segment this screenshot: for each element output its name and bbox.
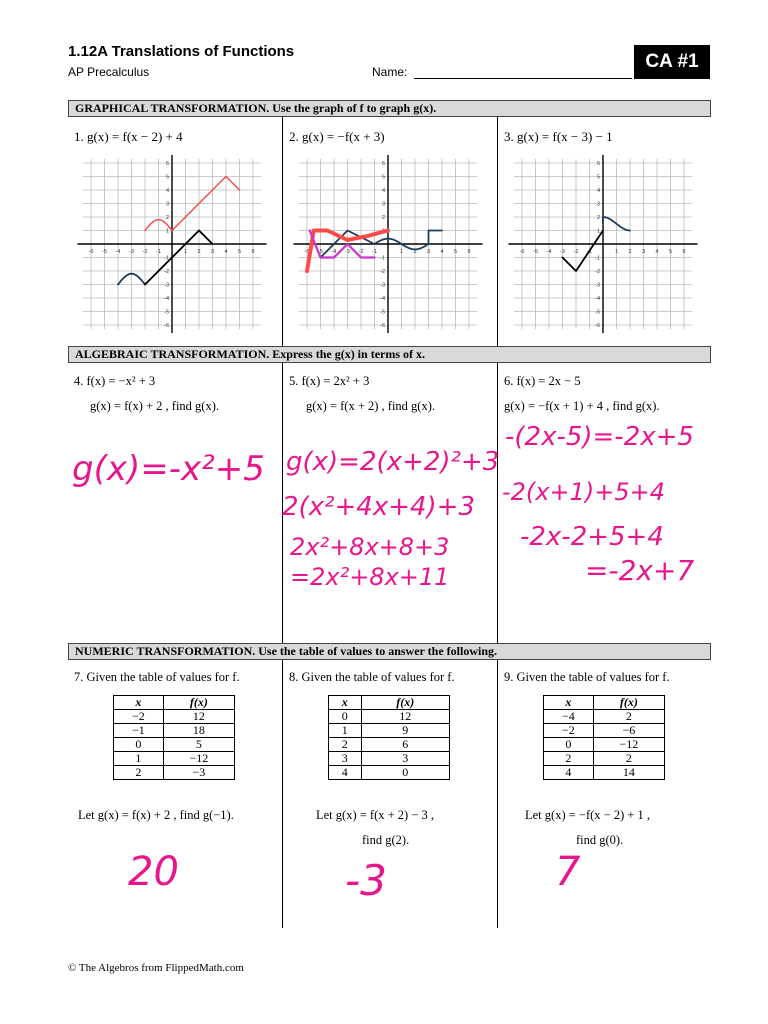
x-tick-label: -6 [304,249,310,255]
y-tick-label: -4 [595,296,600,302]
graph-1[interactable] [72,152,272,342]
y-tick-label: 5 [596,174,600,181]
y-tick-label: -5 [164,309,169,316]
table-row: 0 −12 [544,738,665,752]
x-tick-label: -4 [331,249,337,255]
y-tick-label: -2 [380,269,385,275]
y-tick-label: 6 [165,161,169,167]
graph-2[interactable] [288,152,488,342]
answer-5-line-3: 2x²+8x+8+3 [290,533,450,561]
answer-5-line-1: g(x)=2(x+2)²+3 [286,447,500,477]
y-tick-label: 5 [381,174,385,181]
y-tick-label: -6 [595,323,600,329]
problem-6-function: 6. f(x) = 2x − 5 [504,374,581,388]
y-tick-label: 1 [165,228,169,235]
y-tick-label: 2 [596,215,600,221]
x-tick-label: 1 [614,249,619,255]
y-tick-label: -2 [595,269,600,275]
x-tick-label: 6 [467,249,471,255]
y-tick-label: -2 [164,269,169,275]
answer-5-line-2: 2(x²+4x+4)+3 [282,492,476,522]
divider [497,117,498,346]
y-tick-label: 6 [381,161,385,167]
x-tick-label: 3 [210,249,215,255]
answer-9-handwriting: 7 [555,849,581,895]
problem-9-prompt: 9. Given the table of values for f. [504,670,670,684]
x-tick-label: 3 [641,249,646,255]
table-row: −1 18 [114,724,235,738]
x-tick-label: -5 [533,249,538,255]
x-tick-label: -6 [519,249,525,255]
table-7 [113,695,235,780]
y-tick-label: 1 [596,228,600,235]
x-tick-label: -3 [560,249,565,255]
x-tick-label: -1 [156,249,161,255]
divider [497,363,498,643]
x-tick-label: -5 [318,249,323,255]
course-name: AP Precalculus [68,65,150,79]
x-tick-label: -2 [142,249,148,255]
table-row: 3 3 [329,752,450,766]
y-tick-label: 2 [165,215,169,221]
problem-5-task: g(x) = f(x + 2) , find g(x). [306,399,435,413]
answer-6-line-1: -(2x-5)=-2x+5 [505,422,694,452]
x-tick-label: 4 [655,249,659,255]
answer-8-handwriting: -3 [345,856,387,905]
y-tick-label: -3 [164,282,169,289]
y-tick-label: 3 [381,201,385,208]
y-tick-label: -3 [380,282,385,289]
table-row: −2 12 [114,710,235,724]
y-tick-label: -5 [595,309,600,316]
y-tick-label: -5 [380,309,385,316]
table-row: 0 12 [329,710,450,724]
y-tick-label: 1 [381,228,385,235]
name-label: Name: [372,65,408,79]
answer-6-line-3: -2x-2+5+4 [520,522,664,552]
table-header: f(x) [593,696,664,710]
x-tick-label: -4 [546,249,552,255]
x-tick-label: 1 [183,249,188,255]
x-tick-label: 5 [453,249,458,255]
problem-5-function: 5. f(x) = 2x² + 3 [289,374,370,388]
x-tick-label: 5 [237,249,242,255]
problem-4-function: 4. f(x) = −x² + 3 [74,374,156,388]
problem-8-prompt: 8. Given the table of values for f. [289,670,455,684]
y-tick-label: 4 [596,188,600,194]
answer-6-line-2: -2(x+1)+5+4 [502,478,665,506]
table-header: f(x) [361,696,449,710]
x-tick-label: -2 [573,249,579,255]
answer-4-handwriting: g(x)=-x²+5 [72,449,265,489]
y-tick-label: -6 [380,323,385,329]
answer-7-handwriting: 20 [128,849,179,895]
y-tick-label: -4 [380,296,385,302]
x-tick-label: -3 [345,249,350,255]
problem-3-label: 3. g(x) = f(x − 3) − 1 [504,129,613,144]
problem-8-question-find: find g(2). [362,833,410,847]
divider [282,363,283,643]
x-tick-label: 6 [251,249,255,255]
y-tick-label: -1 [380,255,385,262]
y-tick-label: -3 [595,282,600,289]
x-tick-label: -3 [129,249,134,255]
table-row: 4 14 [544,766,665,780]
divider [282,660,283,928]
y-tick-label: -1 [164,255,169,262]
x-tick-label: 1 [399,249,404,255]
y-tick-label: 3 [596,201,600,208]
x-tick-label: -6 [88,249,94,255]
x-tick-label: -2 [358,249,364,255]
divider [497,660,498,928]
x-tick-label: 4 [224,249,228,255]
table-row: 2 2 [544,752,665,766]
x-tick-label: -1 [587,249,592,255]
y-tick-label: 5 [165,174,169,181]
problem-9-question: Let g(x) = −f(x − 2) + 1 , [525,808,651,822]
table-row: 1 9 [329,724,450,738]
x-tick-label: 2 [413,249,417,255]
table-row: 2 −3 [114,766,235,780]
y-tick-label: -4 [164,296,169,302]
problem-2-label: 2. g(x) = −f(x + 3) [289,129,385,144]
y-tick-label: 6 [596,161,600,167]
x-tick-label: -4 [115,249,121,255]
table-8 [328,695,450,780]
table-row: 4 0 [329,766,450,780]
footer-credit: © The Algebros from FlippedMath.com [68,962,244,974]
y-tick-label: 3 [165,201,169,208]
worksheet-title: 1.12A Translations of Functions [68,43,295,60]
y-tick-label: -6 [164,323,169,329]
problem-9-question-find: find g(0). [576,833,624,847]
table-header: x [329,696,362,710]
divider [282,117,283,346]
x-tick-label: 6 [682,249,686,255]
table-row: −4 2 [544,710,665,724]
x-tick-label: 2 [628,249,632,255]
assignment-badge: CA #1 [634,45,710,79]
problem-8-question: Let g(x) = f(x + 2) − 3 , [316,808,434,822]
y-tick-label: -1 [595,255,600,262]
table-header: x [544,696,594,710]
x-tick-label: 2 [197,249,201,255]
problem-7-prompt: 7. Given the table of values for f. [74,670,240,684]
section-numeric-header: NUMERIC TRANSFORMATION. Use the table of values to answer the following. [68,643,711,660]
table-header: f(x) [163,696,234,710]
x-tick-label: -5 [102,249,107,255]
problem-6-task: g(x) = −f(x + 1) + 4 , find g(x). [504,399,660,413]
x-tick-label: 3 [426,249,431,255]
problem-7-question: Let g(x) = f(x) + 2 , find g(−1). [78,808,234,822]
problem-4-task: g(x) = f(x) + 2 , find g(x). [90,399,219,413]
section-algebraic-header: ALGEBRAIC TRANSFORMATION. Express the g(x) in terms of x. [68,346,711,363]
y-tick-label: 4 [381,188,385,194]
x-tick-label: -1 [372,249,377,255]
table-header: x [114,696,164,710]
name-field-line[interactable] [414,78,632,79]
table-row: 2 6 [329,738,450,752]
y-tick-label: 2 [381,215,385,221]
problem-1-label: 1. g(x) = f(x − 2) + 4 [74,129,183,144]
x-tick-label: 4 [440,249,444,255]
x-tick-label: 5 [668,249,673,255]
table-row: 0 5 [114,738,235,752]
table-row: −2 −6 [544,724,665,738]
section-graphical-header: GRAPHICAL TRANSFORMATION. Use the graph of f to graph g(x). [68,100,711,117]
answer-6-line-4: =-2x+7 [585,554,695,587]
y-tick-label: 4 [165,188,169,194]
answer-5-line-4: =2x²+8x+11 [290,563,450,591]
table-9 [543,695,665,780]
f-curve-line [563,228,604,272]
graph-3[interactable] [503,152,703,342]
table-row: 1 −12 [114,752,235,766]
